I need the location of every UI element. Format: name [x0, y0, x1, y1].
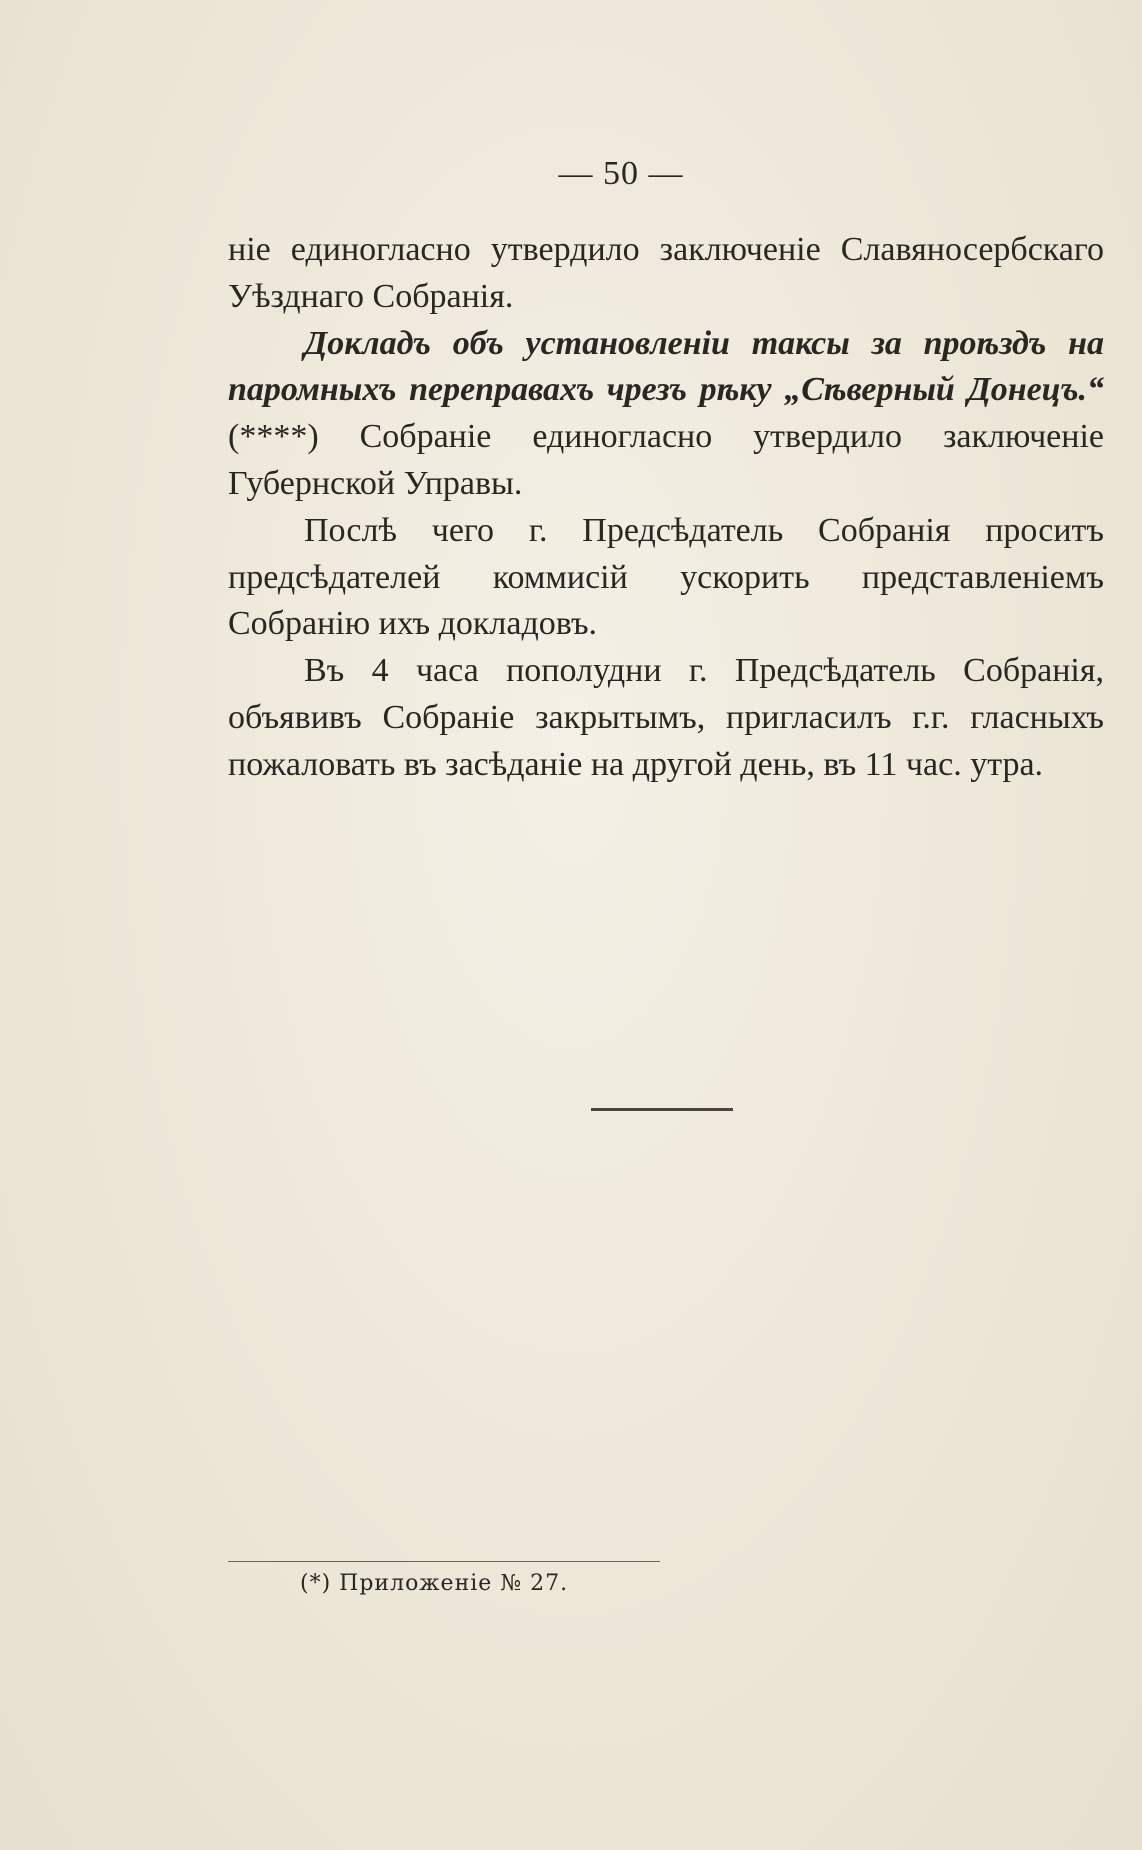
paragraph-2: [228, 321, 1104, 508]
page-number: — 50 —: [558, 155, 684, 192]
section-divider: [591, 1108, 733, 1111]
footnote-rule: [228, 1561, 660, 1562]
paragraph-4: Въ 4 часа пополудни г. Предсѣдатель Собранія, объявивъ Собраніе закрытымъ, пригласилъ г.г. гласныхъ пожаловать въ засѣданіе на другой день, въ 11 час. утра.: [228, 652, 1104, 783]
paragraph-1: ніе единогласно утвердило заключеніе Славяносербскаго Уѣзднаго Собранія.: [228, 231, 1104, 315]
footnote: (*) Приложеніе № 27.: [300, 1571, 569, 1596]
paragraph-3: Послѣ чего г. Предсѣдатель Собранія проситъ предсѣдателей коммисій ускорить представленіемъ Собранію ихъ докладовъ.: [228, 511, 1104, 643]
report-heading: Докладъ объ установленіи таксы за проѣздъ на паромныхъ переправахъ чрезъ рѣку „Сѣверный Донецъ.“: [228, 324, 1104, 409]
paragraph-2-text: (****) Собраніе единогласно утвердило заключеніе Губернской Управы.: [228, 418, 1104, 502]
body-text: [228, 227, 1104, 789]
